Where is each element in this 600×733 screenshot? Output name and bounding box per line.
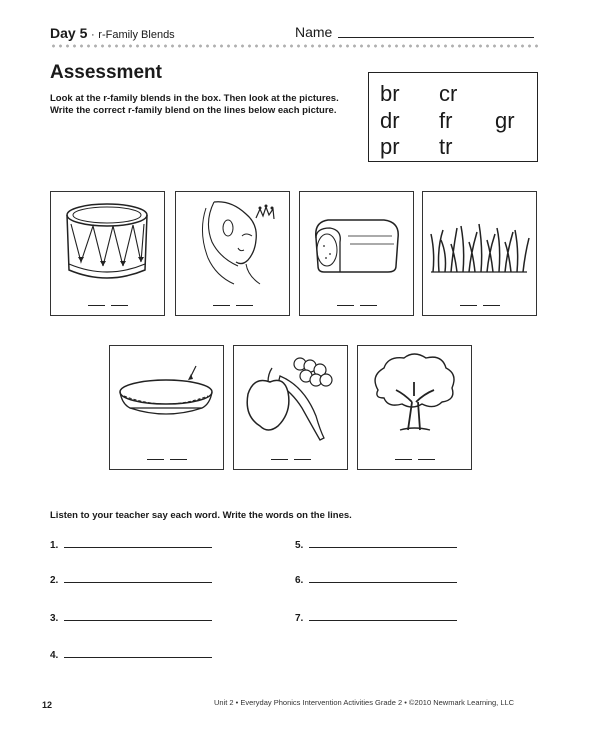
answer-line[interactable] [64,656,212,658]
footer-credit: Unit 2 • Everyday Phonics Intervention Activities Grade 2 • ©2010 Newmark Learning, LLC [214,698,515,707]
day-label: Day 5 [50,25,88,41]
item-number: 4. [50,650,59,661]
blend-word: tr [439,134,453,159]
picture-card [233,345,348,470]
pie-icon [110,346,223,446]
answer-blanks[interactable] [176,292,289,306]
drum-icon [51,192,164,292]
list-item [50,540,212,551]
princess-icon [176,192,289,292]
item-number: 1. [50,540,59,551]
name-label: Name [295,24,333,40]
lesson-subtitle: r-Family Blends [98,29,175,41]
blend-word: fr [439,108,453,133]
picture-card [175,191,290,316]
item-number: 3. [50,613,59,624]
answer-blanks[interactable] [300,292,413,306]
blend-word: pr [380,134,400,159]
page-header [50,25,175,41]
picture-card [357,345,472,470]
answer-line[interactable] [309,546,457,548]
page-title: Assessment [50,62,162,83]
blend-word: br [380,81,400,106]
blend-word: gr [495,108,515,133]
item-number: 5. [295,540,304,551]
picture-card [422,191,537,316]
list-item [295,540,457,551]
picture-card [299,191,414,316]
blend-word: cr [439,81,458,106]
picture-card [109,345,224,470]
dotted-divider [50,44,540,48]
fruit-icon [234,346,347,446]
list-item [50,613,212,624]
item-number: 2. [50,575,59,586]
picture-card [50,191,165,316]
answer-line[interactable] [64,581,212,583]
bread-icon [300,192,413,292]
answer-line[interactable] [309,581,457,583]
answer-line[interactable] [309,619,457,621]
answer-line[interactable] [64,619,212,621]
tree-icon [358,346,471,446]
grass-icon [423,192,536,292]
list-item [295,575,457,586]
list-item [295,613,457,624]
list-item [50,575,212,586]
answer-blanks[interactable] [423,292,536,306]
header-separator: · [90,29,95,41]
answer-blanks[interactable] [358,446,471,460]
listen-instructions: Listen to your teacher say each word. Write the words on the lines. [50,510,352,521]
list-item [50,650,212,661]
item-number: 7. [295,613,304,624]
instructions: Look at the r-family blends in the box. Then look at the pictures. Write the correct r-family blend on the lines below each picture. [50,93,339,116]
page-number: 12 [42,700,53,710]
item-number: 6. [295,575,304,586]
name-line[interactable] [338,37,534,38]
answer-blanks[interactable] [110,446,223,460]
answer-blanks[interactable] [51,292,164,306]
blend-box [368,72,538,162]
answer-line[interactable] [64,546,212,548]
blend-word: dr [380,108,400,133]
answer-blanks[interactable] [234,446,347,460]
